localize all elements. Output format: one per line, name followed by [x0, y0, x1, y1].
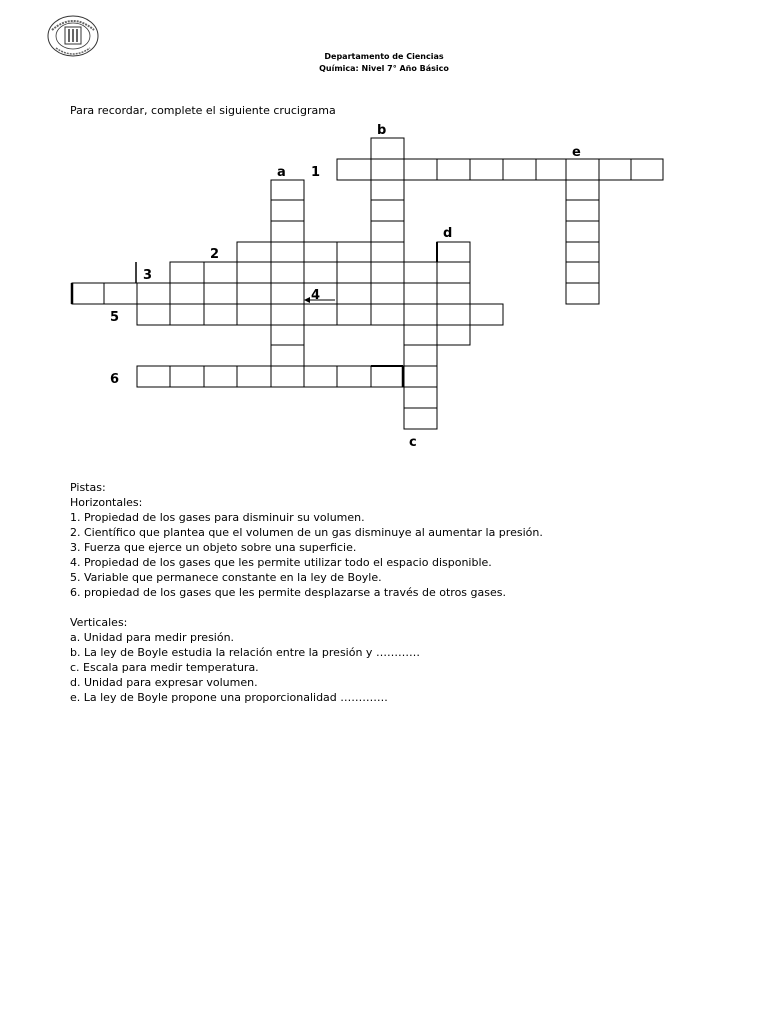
- crossword-cell[interactable]: [170, 304, 204, 325]
- crossword-cell[interactable]: [371, 366, 404, 387]
- crossword-cell[interactable]: [404, 325, 437, 345]
- crossword-cell[interactable]: [371, 180, 404, 200]
- crossword-cell[interactable]: [304, 304, 337, 325]
- crossword-cell[interactable]: [566, 180, 599, 200]
- label-1: 1: [311, 165, 321, 180]
- crossword-cell[interactable]: [404, 159, 437, 180]
- crossword-cell[interactable]: [631, 159, 663, 180]
- crossword-cell[interactable]: [566, 283, 599, 304]
- crossword-cell[interactable]: [371, 242, 404, 262]
- vertical-clue: d. Unidad para expresar volumen.: [70, 676, 258, 689]
- crossword-cell[interactable]: [337, 283, 371, 304]
- crossword-cell[interactable]: [566, 242, 599, 262]
- vertical-heading: Verticales:: [70, 616, 128, 629]
- crossword-cell[interactable]: [566, 221, 599, 242]
- crossword-cell[interactable]: [271, 180, 304, 200]
- crossword-cell[interactable]: [170, 262, 204, 283]
- crossword-cell[interactable]: [271, 242, 304, 262]
- crossword-cell[interactable]: [437, 283, 470, 304]
- crossword-cell[interactable]: [237, 262, 271, 283]
- crossword-cell[interactable]: [437, 242, 470, 262]
- crossword-cell[interactable]: [304, 366, 337, 387]
- crossword-cell[interactable]: [237, 366, 271, 387]
- crossword-cell[interactable]: [404, 387, 437, 408]
- clues-section: [70, 480, 543, 705]
- crossword-cell[interactable]: [204, 366, 237, 387]
- crossword-cell[interactable]: [72, 283, 104, 304]
- label-e: e: [572, 145, 581, 160]
- horizontal-clue: 1. Propiedad de los gases para disminuir su volumen.: [70, 511, 365, 524]
- vertical-clue: a. Unidad para medir presión.: [70, 631, 235, 644]
- crossword-cell[interactable]: [271, 200, 304, 221]
- crossword-cell[interactable]: [437, 304, 470, 325]
- crossword-cell[interactable]: [137, 366, 170, 387]
- crossword-cell[interactable]: [237, 304, 271, 325]
- crossword-cell[interactable]: [404, 366, 437, 387]
- crossword-cell[interactable]: [337, 366, 371, 387]
- crossword-cell[interactable]: [170, 283, 204, 304]
- crossword-cell[interactable]: [371, 283, 404, 304]
- crossword-cell[interactable]: [599, 159, 631, 180]
- label-6: 6: [110, 372, 120, 387]
- crossword-cell[interactable]: [237, 242, 271, 262]
- crossword-cell[interactable]: [104, 283, 137, 304]
- crossword-cell[interactable]: [536, 159, 566, 180]
- crossword-cell[interactable]: [404, 408, 437, 429]
- crossword-cell[interactable]: [271, 262, 304, 283]
- crossword-cell[interactable]: [371, 159, 404, 180]
- instructions: Para recordar, complete el siguiente crucigrama: [70, 104, 336, 117]
- crossword-cell[interactable]: [437, 159, 470, 180]
- label-d: d: [443, 226, 453, 241]
- horizontal-clue: 6. propiedad de los gases que les permite desplazarse a través de otros gases.: [70, 586, 506, 599]
- crossword-cell[interactable]: [337, 304, 371, 325]
- horizontal-clue: 3. Fuerza que ejerce un objeto sobre una superficie.: [70, 541, 357, 554]
- department-title: Departamento de Ciencias: [324, 52, 444, 61]
- crossword-cell[interactable]: [137, 283, 170, 304]
- crossword-cell[interactable]: [271, 325, 304, 345]
- crossword-cell[interactable]: [237, 283, 271, 304]
- horizontal-clue: 5. Variable que permanece constante en la ley de Boyle.: [70, 571, 382, 584]
- crossword-cell[interactable]: [371, 221, 404, 242]
- crossword-cell[interactable]: [204, 262, 237, 283]
- crossword-cell[interactable]: [470, 159, 503, 180]
- crossword-cell[interactable]: [137, 304, 170, 325]
- crossword-cell[interactable]: [566, 159, 599, 180]
- crossword-cell[interactable]: [566, 200, 599, 221]
- crossword-cell[interactable]: [371, 138, 404, 159]
- crossword-cell[interactable]: [437, 325, 470, 345]
- crossword-cell[interactable]: [204, 283, 237, 304]
- crossword-cell[interactable]: [404, 262, 437, 283]
- crossword-cell[interactable]: [304, 262, 337, 283]
- crossword-cell[interactable]: [337, 242, 371, 262]
- crossword-cell[interactable]: [170, 366, 204, 387]
- crossword-cell[interactable]: [371, 262, 404, 283]
- crossword-cell[interactable]: [271, 221, 304, 242]
- crossword-cell[interactable]: [404, 283, 437, 304]
- vertical-clue: e. La ley de Boyle propone una proporcionalidad ………….: [70, 691, 388, 704]
- crossword-cell[interactable]: [404, 345, 437, 366]
- label-3: 3: [143, 268, 153, 283]
- crossword-cell[interactable]: [271, 366, 304, 387]
- crossword-cell[interactable]: [470, 304, 503, 325]
- crossword-cell[interactable]: [204, 304, 237, 325]
- crossword-cell[interactable]: [304, 242, 337, 262]
- crossword-cell[interactable]: [271, 283, 304, 304]
- crossword-grid: [0, 0, 768, 460]
- label-2: 2: [210, 247, 220, 262]
- label-b: b: [377, 123, 387, 138]
- label-4: 4: [311, 288, 321, 303]
- crossword-cell[interactable]: [503, 159, 536, 180]
- crossword-cell[interactable]: [337, 262, 371, 283]
- horizontal-clue: 2. Científico que plantea que el volumen de un gas disminuye al aumentar la presión.: [70, 526, 543, 539]
- horizontal-heading: Horizontales:: [70, 496, 143, 509]
- crossword-cell[interactable]: [371, 200, 404, 221]
- clues-heading: Pistas:: [70, 481, 106, 494]
- label-a: a: [277, 165, 286, 180]
- crossword-cell[interactable]: [371, 304, 404, 325]
- label-5: 5: [110, 310, 120, 325]
- course-level: Química: Nivel 7° Año Básico: [319, 64, 449, 73]
- crossword-cell[interactable]: [566, 262, 599, 283]
- vertical-clue: b. La ley de Boyle estudia la relación entre la presión y …………: [70, 646, 420, 659]
- crossword-cell[interactable]: [337, 159, 371, 180]
- crossword-cell[interactable]: [404, 304, 437, 325]
- crossword-cell[interactable]: [271, 345, 304, 366]
- crossword-cell[interactable]: [437, 262, 470, 283]
- vertical-clue: c. Escala para medir temperatura.: [70, 661, 259, 674]
- crossword-cell[interactable]: [271, 304, 304, 325]
- label-c: c: [409, 435, 417, 450]
- horizontal-clue: 4. Propiedad de los gases que les permite utilizar todo el espacio disponible.: [70, 556, 492, 569]
